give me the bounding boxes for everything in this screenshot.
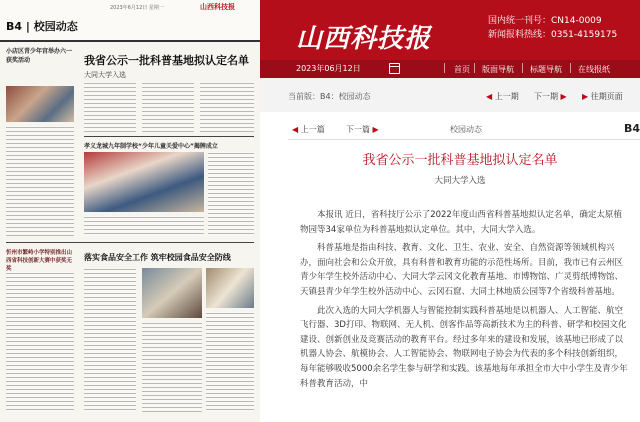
paper-divider [6,242,254,243]
paper-divider [84,136,254,137]
paper-masthead: 山西科技报 [200,3,235,11]
arrow-right-icon: ▶ [370,125,379,134]
article-title: 我省公示一批科普基地拟认定名单 [362,153,558,168]
article-body [300,208,630,395]
article-paragraph: 科普基地是指由科技、教育、文化、卫生、农业、安全、自然资源等领域机构兴办，面向社会和公众开放，具有科普和教育功能的示范性场所。目前，我市已有云州区青少年学生校外活动中心、大同大学云冈文化教育基地、市博物馆、广灵剪纸博物馆、天镇县青少年学生校外活动中心、云冈石窟、大同土林地质公园等7个省级科普基地。 [300,243,624,297]
next-article-link[interactable]: 下一篇 ▶ [346,125,379,134]
paper-text-column [208,152,254,236]
page-number: B4 [624,122,640,135]
date-nav-bar [260,60,640,78]
paper-text-column [200,82,254,132]
current-page-label: 当前版：B4：校园动态 [288,92,371,101]
nav-separator [522,63,523,73]
paper-photo-2 [84,152,204,212]
paper-story-2[interactable]: 小店区青少年宫举办六一获奖活动 [6,48,73,64]
past-pages-link[interactable]: ▶ 往期页面 [582,92,623,101]
prev-article-link[interactable]: ◀ 上一篇 [292,125,325,134]
paper-text-column [142,82,194,132]
nav-home[interactable]: 首页 [454,65,470,74]
paper-text-column [142,322,202,412]
paper-story-4[interactable]: 落实食品安全工作 筑牢校园食品安全防线 [84,253,231,262]
paper-text-column [84,216,204,236]
article-paragraph: 此次入选的大同大学机器人与智能控制实践科普基地是以机器人、人工智能、航空飞行器、3D打印、物联网、无人机、创客作品等高新技术为主的科普、研学和校园文化建设、创新创业及竞赛活动的教育平台。经过多年来的建设和发展，该基地已形成了以机器人协会、航模协会、人工智能协会、物联网电子协会为代表的多个科技创新组织，每年能够吸收5000余名学生参与研学和实践。该基地每年承担全市大中小学生及青少年科普教育活动，中 [300,305,628,389]
issue-date: 2023年06月12日 [296,64,361,73]
nav-layout[interactable]: 版面导航 [482,65,514,74]
arrow-right-icon: ▶ [582,92,591,101]
divider [288,139,640,140]
nav-separator [474,63,475,73]
paper-text-column [84,268,136,412]
paper-header [0,0,260,42]
calendar-icon[interactable] [389,63,400,74]
nav-online-paper[interactable]: 在线报纸 [578,65,610,74]
arrow-left-icon: ◀ [486,92,495,101]
paper-story-3[interactable]: 孝义龙城九年制学校“少年儿童关爱中心”揭牌成立 [84,143,218,150]
paper-text-column [206,312,254,412]
article-paragraph: 本报讯 近日，省科技厅公示了2022年度山西省科普基地拟认定名单，确定太原植物园等34家单位为科普基地拟认定单位。其中，大同大学入选。 [300,210,622,235]
news-hotline: 新闻报料热线：0351-4159175 [488,30,618,40]
paper-photo-1 [6,86,74,122]
paper-headline[interactable]: 我省公示一批科普基地拟认定名单 [84,54,249,67]
nav-titles[interactable]: 标题导航 [530,65,562,74]
next-page-link[interactable]: 下一期 ▶ [534,92,567,101]
paper-headline-sub: 大同大学入选 [84,71,126,79]
paper-text-column [84,82,136,132]
section-name: 校园动态 [450,125,482,134]
paper-page-label: B4 | 校园动态 [6,20,78,33]
paper-text-column [6,272,74,412]
site-logo[interactable]: 山西科技报 [296,24,432,54]
arrow-left-icon: ◀ [292,125,301,134]
article-subtitle: 大同大学入选 [434,176,486,186]
arrow-right-icon: ▶ [558,92,567,101]
paper-story-5[interactable]: 忻州市繁峙小学特别推出山西省科技创新大赛中获奖无奖 [6,250,73,272]
prev-page-link[interactable]: ◀ 上一期 [486,92,519,101]
cn-number: 国内统一刊号：CN14-0009 [488,16,602,26]
breadcrumb [260,78,640,113]
nav-separator [444,63,445,73]
newspaper-page-thumbnail[interactable] [0,0,261,422]
header-info [488,14,617,42]
paper-photo-4 [206,268,254,308]
paper-photo-3 [142,268,202,318]
paper-date: 2023年6月12日 星期一 [110,5,164,11]
paper-text-column [6,126,74,236]
nav-separator [570,63,571,73]
article-panel [260,112,640,422]
